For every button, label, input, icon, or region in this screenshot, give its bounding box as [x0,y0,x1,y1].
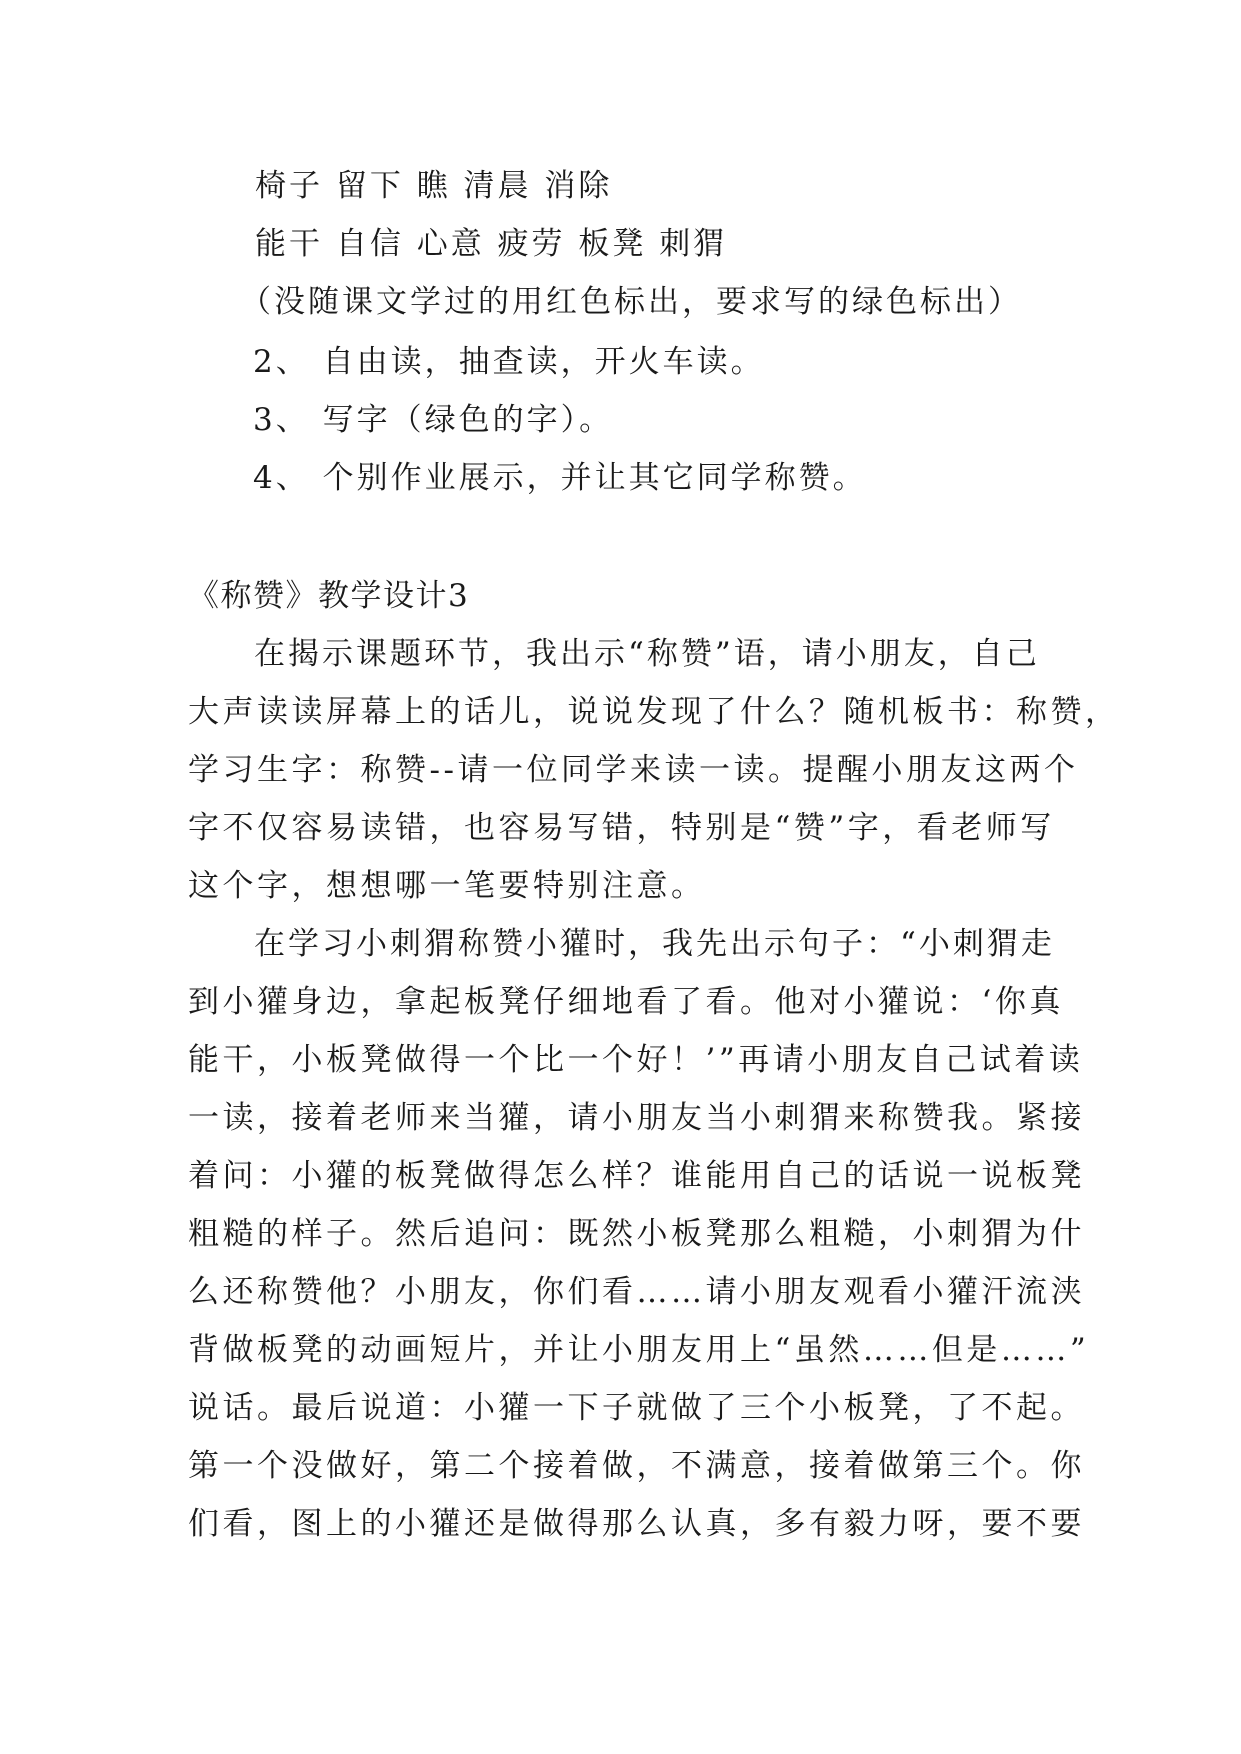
paragraph-line: 着问：小獾的板凳做得怎么样？谁能用自己的话说一说板凳 [188,1158,1085,1194]
step-item: 2、 自由读，抽查读，开火车读。 [253,344,765,380]
paragraph-line: 到小獾身边，拿起板凳仔细地看了看。他对小獾说：‘你真 [188,984,1064,1020]
paragraph-line: 粗糙的样子。然后追问：既然小板凳那么粗糙，小刺猬为什 [188,1216,1085,1252]
step-item: 3、 写字（绿色的字）。 [253,402,614,438]
paragraph-line: 第一个没做好，第二个接着做，不满意，接着做第三个。你 [188,1448,1085,1484]
paragraph-line: 在学习小刺猬称赞小獾时，我先出示句子：“小刺猬走 [254,926,1055,962]
paragraph-line: 这个字，想想哪一笔要特别注意。 [188,868,706,904]
paragraph-line: 背做板凳的动画短片，并让小朋友用上“虽然……但是……” [188,1332,1090,1368]
paragraph-line: 字不仅容易读错，也容易写错，特别是“赞”字，看老师写 [188,810,1055,846]
paragraph-line: 么还称赞他？小朋友，你们看……请小朋友观看小獾汗流浃 [188,1274,1085,1310]
paragraph-line: 学习生字：称赞--请一位同学来读一读。提醒小朋友这两个 [188,752,1079,788]
vocab-line: 能干 自信 心意 疲劳 板凳 刺猬 [255,226,728,262]
paragraph-line: 能干，小板凳做得一个比一个好！’”再请小朋友自己试着读 [188,1042,1084,1078]
section-title: 《称赞》教学设计3 [188,578,470,614]
paragraph-line: 们看，图上的小獾还是做得那么认真，多有毅力呀，要不要 [188,1506,1085,1542]
paragraph-line: 大声读读屏幕上的话儿，说说发现了什么？随机板书：称赞， [188,694,1120,730]
paragraph-line: 说话。最后说道：小獾一下子就做了三个小板凳，了不起。 [188,1390,1085,1426]
color-note: （没随课文学过的用红色标出，要求写的绿色标出） [240,284,1022,320]
step-item: 4、 个别作业展示，并让其它同学称赞。 [253,460,867,496]
vocab-line: 椅子 留下 瞧 清晨 消除 [255,168,613,204]
paragraph-line: 一读，接着老师来当獾，请小朋友当小刺猬来称赞我。紧接 [188,1100,1085,1136]
paragraph-line: 在揭示课题环节，我出示“称赞”语，请小朋友，自己 [254,636,1040,672]
